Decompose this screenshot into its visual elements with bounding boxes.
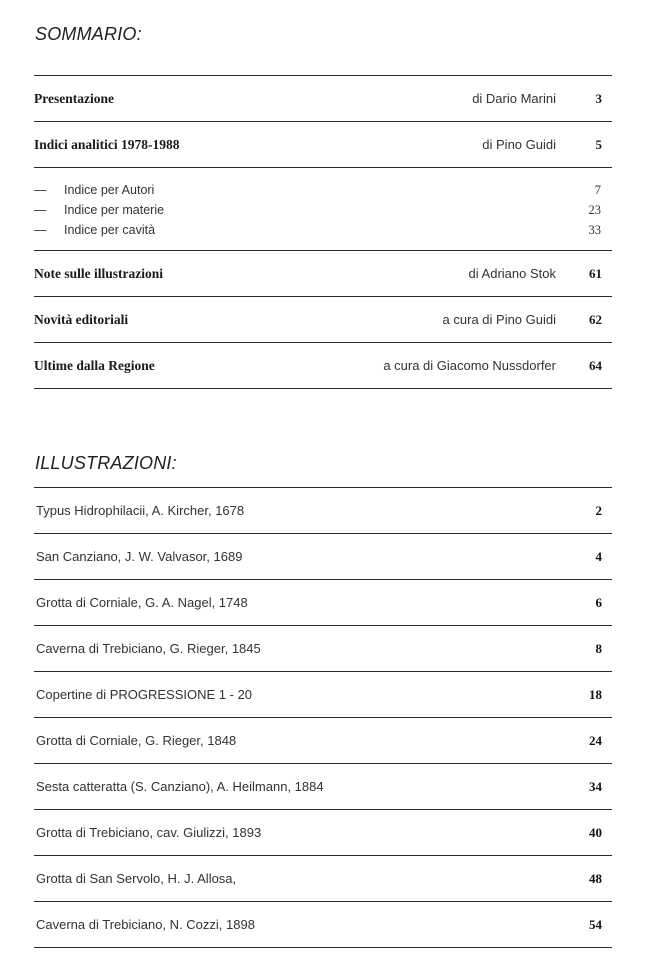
illustration-page: 40	[589, 824, 602, 840]
toc-entry-page: 62	[589, 311, 602, 327]
illustration-entry	[34, 902, 612, 947]
sommario-list	[34, 75, 612, 389]
illustration-entry	[34, 810, 612, 855]
toc-entry	[34, 122, 612, 167]
toc-entry-title: Novità editoriali	[34, 311, 129, 327]
divider	[34, 388, 612, 389]
toc-subentries	[34, 168, 612, 250]
illustration-page: 24	[589, 732, 602, 748]
illustration-entry	[34, 718, 612, 763]
illustration-entry	[34, 488, 612, 533]
toc-entry	[34, 76, 612, 121]
toc-entry-title: Indici analitici 1978-1988	[34, 136, 180, 152]
illustration-label: Typus Hidrophilacii, A. Kircher, 1678	[36, 503, 245, 518]
dash-mark: —	[34, 183, 47, 197]
illustration-label: San Canziano, J. W. Valvasor, 1689	[36, 549, 243, 564]
toc-entry-title: Ultime dalla Regione	[34, 357, 155, 373]
toc-entry-title: Note sulle illustrazioni	[34, 265, 163, 281]
sommario-heading: SOMMARIO:	[35, 24, 142, 44]
toc-entry-author: di Pino Guidi	[482, 137, 556, 152]
illustration-page: 18	[589, 686, 602, 702]
toc-entry-author: di Adriano Stok	[468, 266, 556, 281]
illustration-entry	[34, 580, 612, 625]
illustration-page: 48	[589, 870, 602, 886]
toc-entry-author: a cura di Pino Guidi	[442, 312, 556, 327]
illustration-entry	[34, 626, 612, 671]
toc-entry-page: 61	[589, 265, 602, 281]
toc-entry-author: di Dario Marini	[472, 91, 556, 106]
toc-entry-author: a cura di Giacomo Nussdorfer	[383, 358, 556, 373]
illustration-label: Grotta di Corniale, G. Rieger, 1848	[36, 733, 237, 748]
toc-entry-page: 5	[595, 136, 602, 152]
illustration-entry	[34, 764, 612, 809]
toc-entry-page: 3	[595, 90, 602, 106]
illustration-label: Copertine di PROGRESSIONE 1 - 20	[36, 687, 253, 702]
toc-subentry-label: Indice per materie	[64, 203, 165, 217]
toc-entry	[34, 251, 612, 296]
toc-entry-page: 64	[589, 357, 602, 373]
illustration-label: Caverna di Trebiciano, N. Cozzi, 1898	[36, 917, 255, 932]
toc-subentry-page: 23	[588, 202, 601, 217]
dash-mark: —	[34, 203, 47, 217]
toc-entry	[34, 343, 612, 388]
illustrazioni-heading: ILLUSTRAZIONI:	[35, 453, 177, 473]
illustrazioni-list	[34, 487, 612, 948]
illustration-label: Grotta di Trebiciano, cav. Giulizzi, 1893	[36, 825, 262, 840]
illustration-page: 54	[589, 916, 602, 932]
illustration-label: Grotta di San Servolo, H. J. Allosa,	[36, 871, 237, 886]
illustration-page: 4	[595, 548, 602, 564]
divider	[34, 947, 612, 948]
illustration-label: Caverna di Trebiciano, G. Rieger, 1845	[36, 641, 261, 656]
illustration-entry	[34, 672, 612, 717]
illustration-page: 2	[595, 502, 602, 518]
illustration-page: 34	[589, 778, 602, 794]
illustration-page: 6	[595, 594, 602, 610]
toc-subentry	[34, 180, 612, 200]
toc-subentry	[34, 220, 612, 240]
toc-subentry-page: 33	[588, 222, 601, 237]
illustration-label: Sesta catteratta (S. Canziano), A. Heilmann, 1884	[36, 779, 324, 794]
toc-subentry	[34, 200, 612, 220]
illustration-page: 8	[595, 640, 602, 656]
toc-subentry-label: Indice per Autori	[64, 183, 155, 197]
illustration-entry	[34, 534, 612, 579]
toc-entry	[34, 297, 612, 342]
dash-mark: —	[34, 223, 47, 237]
illustration-entry	[34, 856, 612, 901]
toc-subentry-page: 7	[594, 182, 601, 197]
toc-subentry-label: Indice per cavità	[64, 223, 156, 237]
illustration-label: Grotta di Corniale, G. A. Nagel, 1748	[36, 595, 248, 610]
toc-entry-title: Presentazione	[34, 90, 114, 106]
